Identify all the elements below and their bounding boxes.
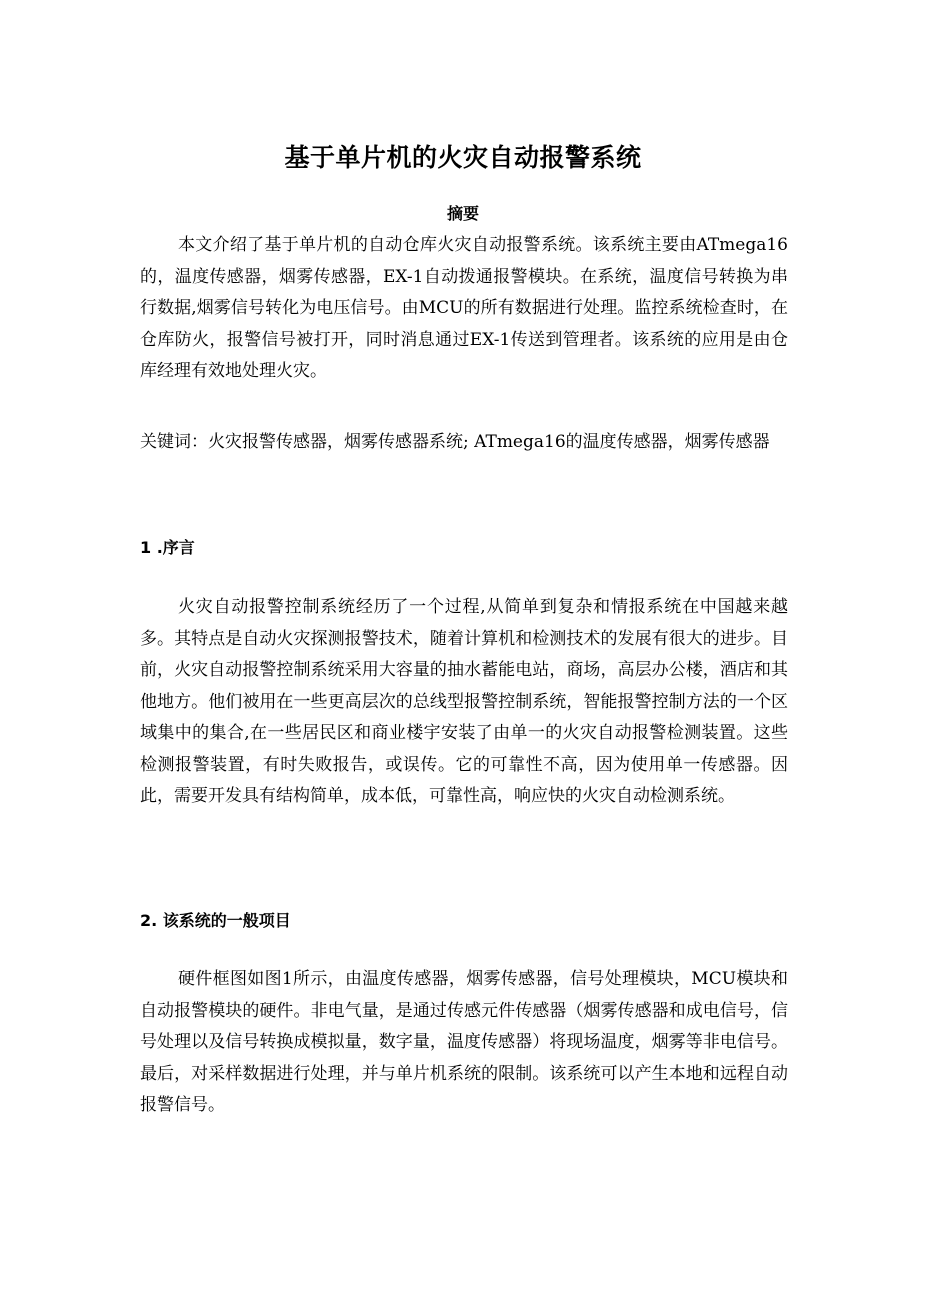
keywords: 关键词：火灾报警传感器，烟雾传感器系统; ATmega16的温度传感器，烟雾传感器 [140, 432, 770, 452]
section-heading-introduction: 1 .序言 [140, 538, 195, 557]
abstract-text: 本文介绍了基于单片机的自动仓库火灾自动报警系统。该系统主要由ATmega16的，温度传感器，烟雾传感器，EX-1自动拨通报警模块。在系统，温度信号转换为串行数据,烟雾信号转化为电压信号。由MCU的所有数据进行处理。监控系统检查时，在仓库防火，报警信号被打开，同时消息通过EX-1传送到管理者。该系统的应用是由仓库经理有效地处理火灾。 [140, 235, 788, 381]
document-title: 基于单片机的火灾自动报警系统 [284, 143, 642, 172]
section-text-introduction: 火灾自动报警控制系统经历了一个过程,从简单到复杂和情报系统在中国越来越多。其特点是自动火灾探测报警技术，随着计算机和检测技术的发展有很大的进步。目前，火灾自动报警控制系统采用大容量的抽水蓄能电站，商场，高层办公楼，酒店和其他地方。他们被用在一些更高层次的总线型报警控制系统，智能报警控制方法的一个区域集中的集合,在一些居民区和商业楼宇安装了由单一的火灾自动报警检测装置。这些检测报警装置，有时失败报告，或误传。它的可靠性不高，因为使用单一传感器。因此，需要开发具有结构简单，成本低，可靠性高，响应快的火灾自动检测系统。 [140, 597, 788, 806]
section-text-system-overview: 硬件框图如图1所示，由温度传感器，烟雾传感器，信号处理模块，MCU模块和自动报警模块的硬件。非电气量，是通过传感元件传感器（烟雾传感器和成电信号，信号处理以及信号转换成模拟量，数字量，温度传感器）将现场温度，烟雾等非电信号。最后，对采样数据进行处理，并与单片机系统的限制。该系统可以产生本地和远程自动报警信号。 [140, 969, 788, 1115]
section-heading-system-overview: 2. 该系统的一般项目 [140, 911, 291, 930]
abstract-heading: 摘要 [446, 204, 479, 223]
